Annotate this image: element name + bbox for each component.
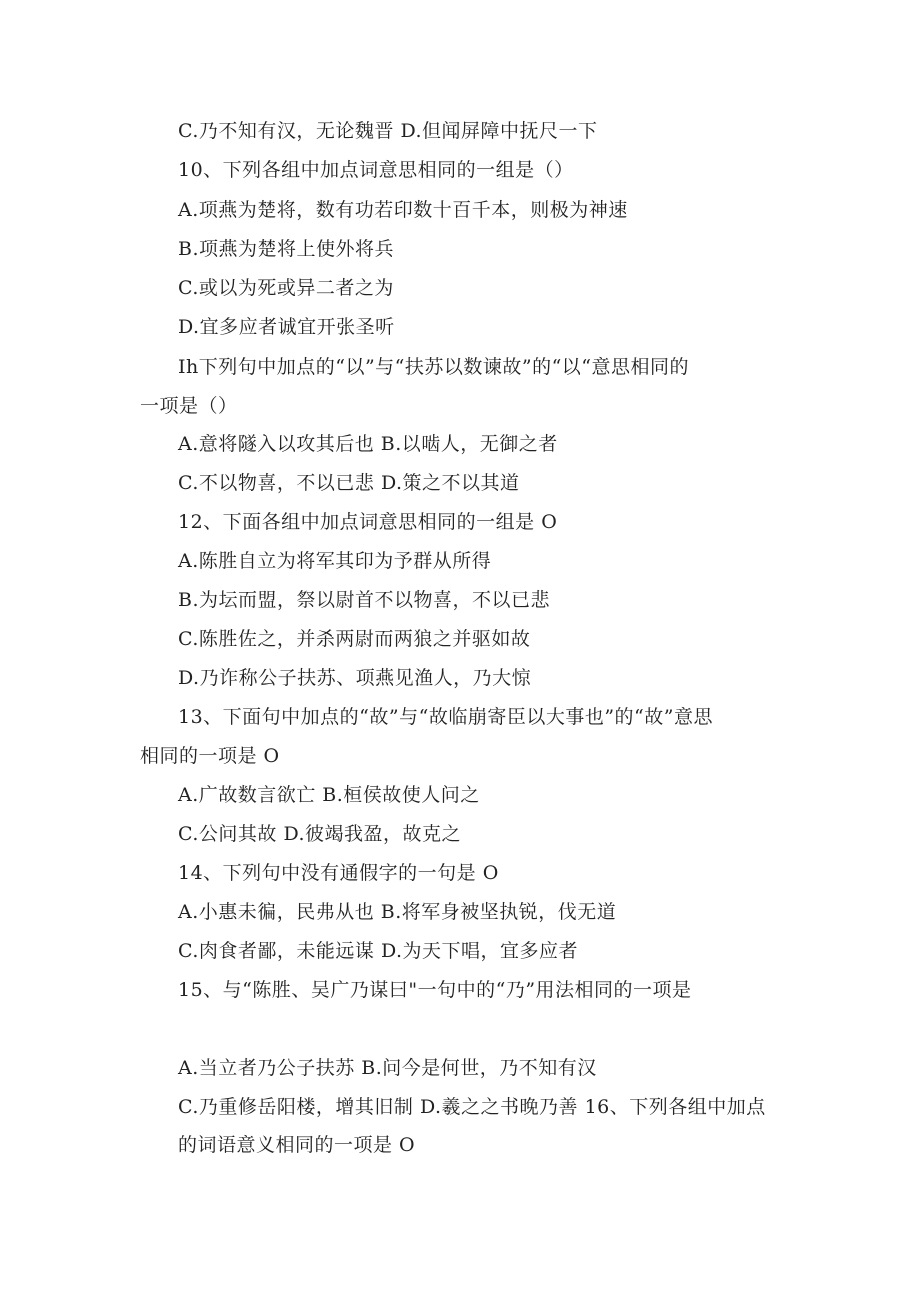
- question-14: 14、下列句中没有通假字的一句是 O: [178, 862, 499, 884]
- option-ab: A.当立者乃公子扶苏 B.问今是何世，乃不知有汉: [178, 1057, 597, 1079]
- question-10: 10、下列各组中加点词意思相同的一组是（）: [178, 159, 574, 181]
- option-cd: C.公问其故 D.彼竭我盈，故克之: [178, 823, 462, 845]
- option-ab: A.广故数言欲亡 B.桓侯故使人问之: [178, 784, 480, 806]
- question-13: 13、下面句中加点的“故”与“故临崩寄臣以大事也”的“故”意思: [178, 706, 713, 728]
- option-ab: A.意将隧入以攻其后也 B.以啮人，无御之者: [178, 433, 558, 455]
- option-c: C.或以为死或异二者之为: [178, 277, 394, 299]
- option-c: C.陈胜佐之，并杀两尉而两狼之并驱如故: [178, 628, 531, 650]
- question-11-cont: 一项是（）: [140, 395, 238, 417]
- option-ab: A.小惠未徧，民弗从也 B.将军身被坚执锐，伐无道: [178, 901, 617, 923]
- question-13-cont: 相同的一项是 O: [140, 745, 280, 767]
- option-cd-question-16: C.乃重修岳阳楼，增其旧制 D.羲之之书晚乃善 16、下列各组中加点: [178, 1096, 766, 1118]
- question-11: Ih下列句中加点的“以”与“扶苏以数谏故”的“以“意思相同的: [178, 356, 690, 378]
- question-16-cont: 的词语意义相同的一项是 O: [178, 1134, 416, 1156]
- option-a: A.项燕为楚将，数有功若印数十百千本，则极为神速: [178, 199, 628, 221]
- option-d: D.乃诈称公子扶苏、项燕见渔人，乃大惊: [178, 667, 532, 689]
- option-cd: C.肉食者鄙，未能远谋 D.为天下唱，宜多应者: [178, 940, 579, 962]
- option-d: D.宜多应者诚宜开张圣听: [178, 316, 395, 338]
- question-12: 12、下面各组中加点词意思相同的一组是 O: [178, 511, 558, 533]
- option-cd: C.不以物喜，不以已悲 D.策之不以其道: [178, 472, 520, 494]
- question-15: 15、与“陈胜、吴广乃谋曰"一句中的“乃”用法相同的一项是: [178, 979, 692, 1001]
- text-line: C.乃不知有汉，无论魏晋 D.但闻屏障中抚尺一下: [178, 120, 598, 142]
- option-b: B.为坛而盟，祭以尉首不以物喜，不以已悲: [178, 589, 551, 611]
- option-a: A.陈胜自立为将军其印为予群从所得: [178, 550, 492, 572]
- option-b: B.项燕为楚将上使外将兵: [178, 238, 395, 260]
